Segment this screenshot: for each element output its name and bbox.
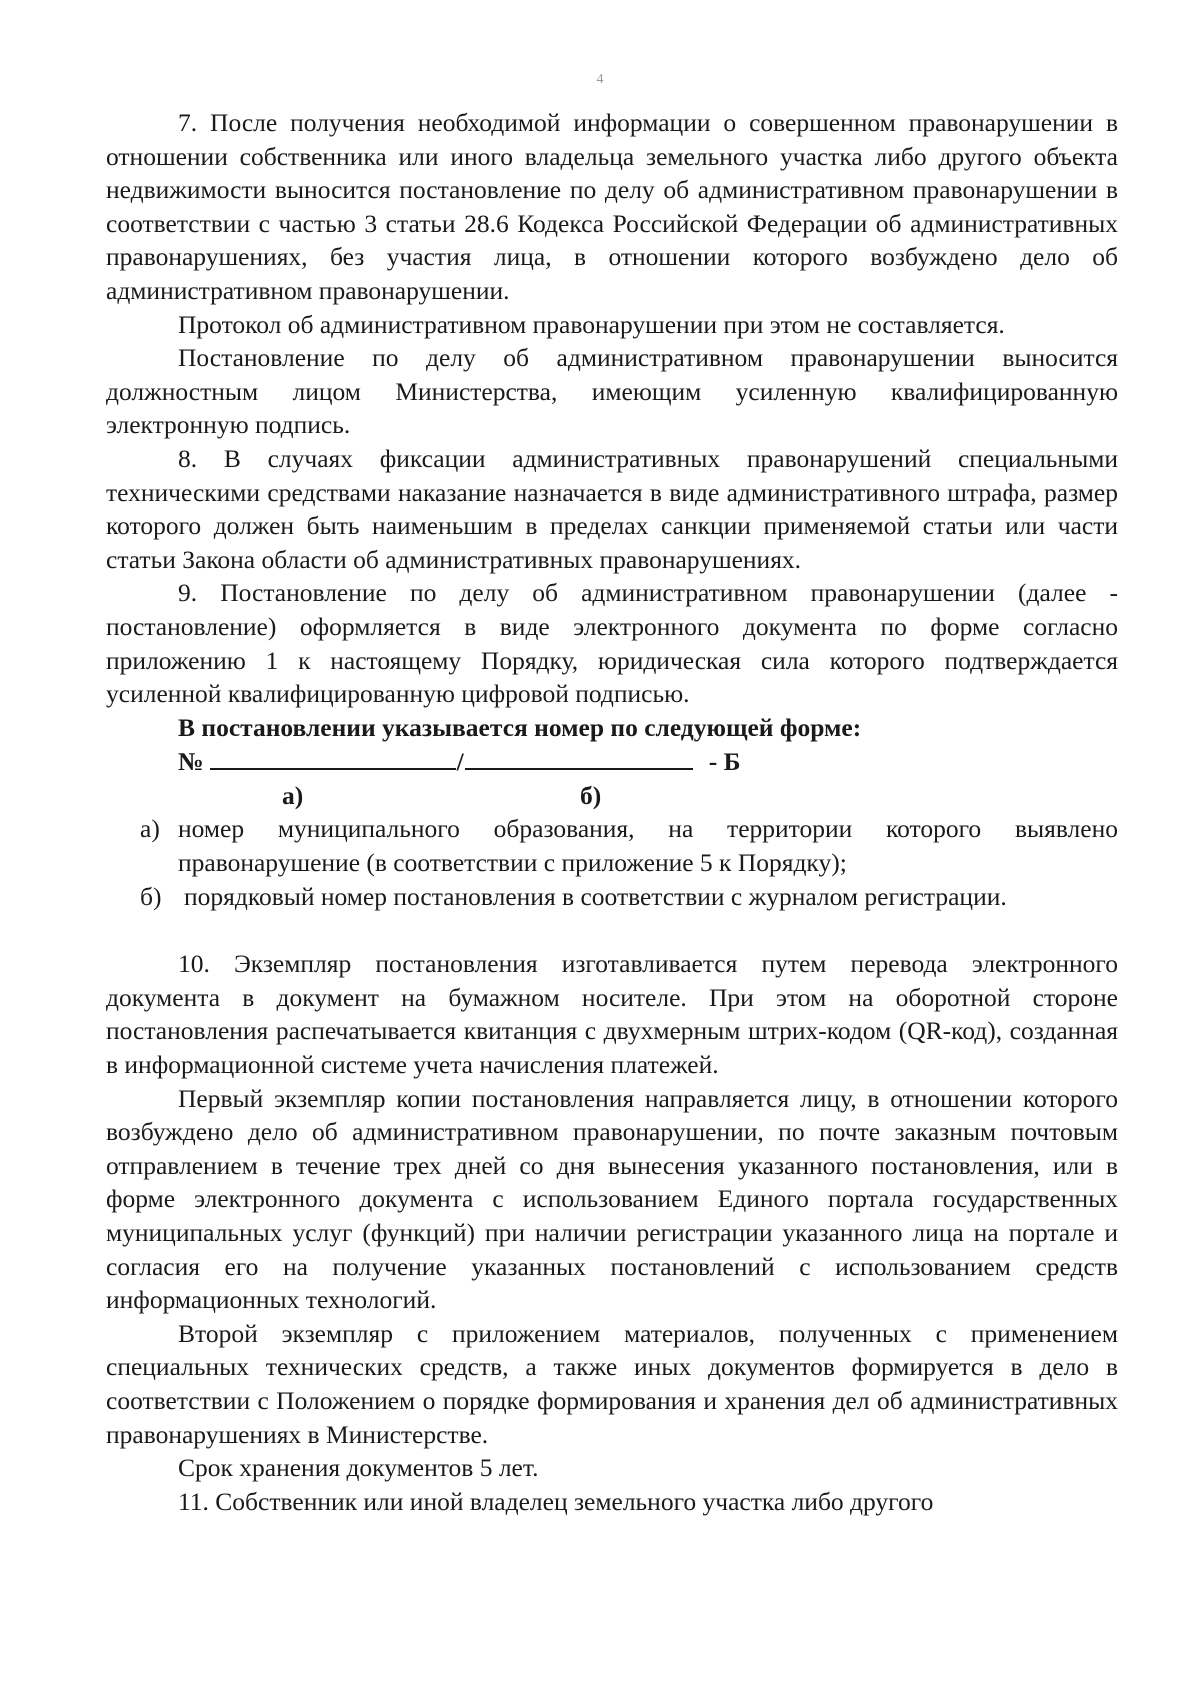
paragraph-second-copy: Второй экземпляр с приложением материалов, полученных с применением специальных технических средств, а также иных документов формируется в дело в соответствии с Положением о порядке формирования и хранения дел об административных правонарушениях в Министерстве. [106,1318,1118,1449]
blank-sequence-number [465,744,693,770]
number-form-labels [106,779,1118,813]
paragraph-first-copy: Первый экземпляр копии постановления направляется лицу, в отношении которого возбуждено дело об административном правонарушении, по почте заказным почтовым отправлением в течение трех дней со дня вынесения указанного постановления, или в форме электронного документа с использованием Единого портала государственных муниципальных услуг (функций) при наличии регистрации указанного лица на портале и согласия его на получение указанных постановлений с использованием средств информационных технологий. [106,1083,1118,1315]
document-body [106,106,1118,1518]
label-a: а) [282,780,304,810]
section-spacer [106,913,1118,947]
list-item-text: порядковый номер постановления в соответствии с журналом регистрации. [184,881,1007,911]
paragraph-storage-period: Срок хранения документов 5 лет. [178,1453,539,1483]
paragraph-official-signature: Постановление по делу об административном правонарушении выносится должностным лицом Министерства, имеющим усиленную квалифицированную электронную подпись. [106,343,1118,440]
paragraph-7: 7. После получения необходимой информации о совершенном правонарушении в отношении собственника или иного владельца земельного участка либо другого объекта недвижимости выносится постановление по делу об административном правонарушении в соответствии с частью 3 статьи 28.6 Кодекса Российской Федерации об административных правонарушениях, без участия лица, в отношении которого возбуждено дело об административном правонарушении. [106,108,1118,305]
paragraph-8: 8. В случаях фиксации административных правонарушений специальными техническими средствами наказание назначается в виде административного штрафа, размер которого должен быть наименьшим в пределах санкции применяемой статьи или части статьи Закона области об административных правонарушениях. [106,443,1118,574]
list-item-text: номер муниципального образования, на территории которого выявлено правонарушение (в соответствии с приложение 5 к Порядку); [178,814,1118,878]
paragraph-protocol-note: Протокол об административном правонарушении при этом не составляется. [178,309,1005,339]
number-slash: / [456,747,464,777]
paragraph-11: 11. Собственник или иной владелец земельного участка либо другого [178,1486,934,1516]
paragraph-10: 10. Экземпляр постановления изготавливается путем перевода электронного документа в документ на бумажном носителе. При этом на оборотной стороне постановления распечатывается квитанция с двухмерным штрих-кодом (QR-код), созданная в информационной системе учета начисления платежей. [106,949,1118,1080]
number-form-line [106,744,1118,779]
number-form-heading: В постановлении указывается номер по следующей форме: [178,712,862,742]
number-sign: № [178,747,204,777]
list-item-marker: б) [140,881,162,911]
list-item [106,880,1118,914]
list-item [106,812,1118,879]
number-suffix: - Б [708,747,741,777]
list-item-marker: а) [140,814,160,844]
page-number: 4 [596,72,604,87]
label-b: б) [580,780,602,810]
blank-municipality-number [210,744,456,770]
paragraph-9: 9. Постановление по делу об административном правонарушении (далее - постановление) оформляется в виде электронного документа по форме согласно приложению 1 к настоящему Порядку, юридическая сила которого подтверждается усиленной квалифицированную цифровой подписью. [106,578,1118,709]
